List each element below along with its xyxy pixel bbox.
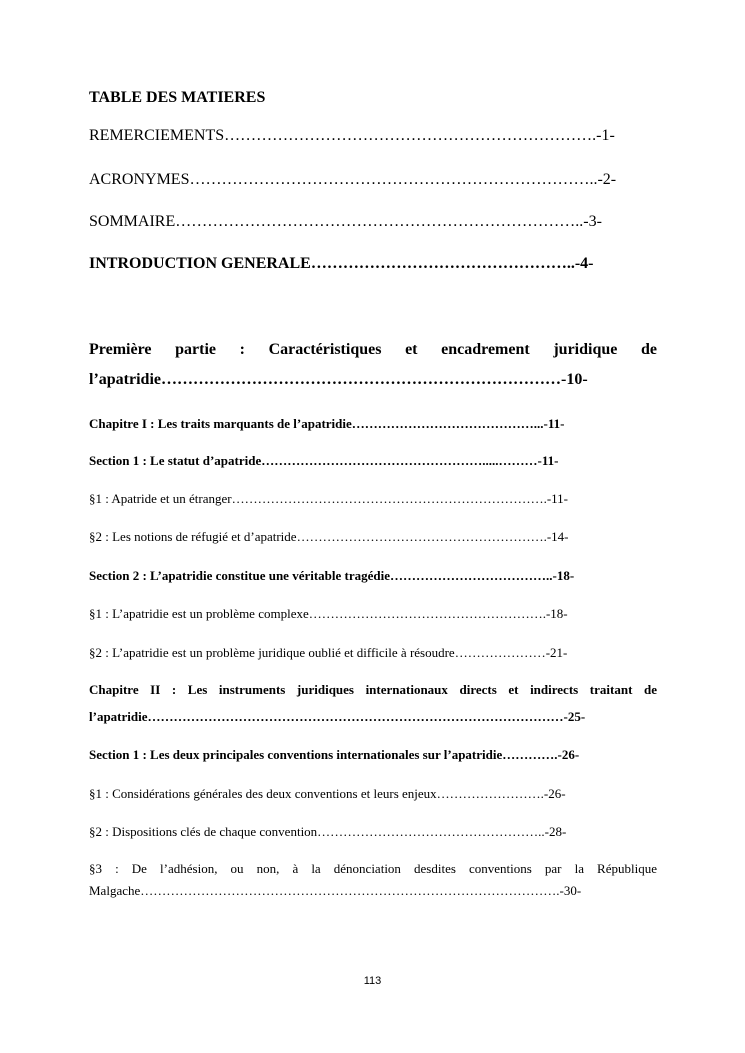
toc-entry-chapter-1: Chapitre I : Les traits marquants de l’apatridie……………………………………...-11- bbox=[89, 416, 565, 431]
toc-entry-remerciements: REMERCIEMENTS…………………………………………………………….-1- bbox=[89, 127, 615, 144]
toc-title: TABLE DES MATIERES bbox=[89, 89, 266, 106]
toc-entry-section-1-2: Section 2 : L’apatridie constitue une véritable tragédie………………………………..-18- bbox=[89, 568, 575, 583]
toc-entry-part-1-line-1: Première partie : Caractéristiques et encadrement juridique de bbox=[89, 341, 657, 358]
page-number: 113 bbox=[363, 975, 382, 987]
toc-entry-paragraph-3-1: §1 : Considérations générales des deux conventions et leurs enjeux…………………….-26- bbox=[89, 786, 566, 801]
toc-entry-paragraph-3-3-line-2: Malgache…………………………………………………………………………………….-30- bbox=[89, 883, 582, 898]
toc-entry-paragraph-1-1: §1 : Apatride et un étranger……………………………………………………………….-11- bbox=[89, 491, 569, 506]
toc-entry-chapter-2-line-2: l’apatridie……………………………………………………………………………………-25- bbox=[89, 709, 586, 724]
toc-entry-paragraph-2-1: §1 : L’apatridie est un problème complexe……………………………………………….-18- bbox=[89, 606, 568, 621]
toc-entry-paragraph-2-2: §2 : L’apatridie est un problème juridique oublié et difficile à résoudre…………………-21- bbox=[89, 645, 568, 660]
toc-entry-paragraph-3-3-line-1: §3 : De l’adhésion, ou non, à la dénonciation desdites conventions par la République bbox=[89, 861, 657, 876]
toc-entry-sommaire: SOMMAIRE…………………………………………………………………..-3- bbox=[89, 213, 602, 230]
toc-entry-chapter-2-line-1: Chapitre II : Les instruments juridiques internationaux directs et indirects traitant de bbox=[89, 682, 657, 697]
toc-entry-section-2-1: Section 1 : Les deux principales conventions internationales sur l’apatridie………….-26- bbox=[89, 747, 580, 762]
toc-entry-acronymes: ACRONYMES…………………………………………………………………..-2- bbox=[89, 171, 617, 188]
toc-entry-section-1-1: Section 1 : Le statut d’apatride…………………………………………….....………-11- bbox=[89, 453, 559, 468]
toc-entry-part-1-line-2: l’apatridie…………………………………………………………………-10- bbox=[89, 371, 588, 388]
toc-entry-introduction: INTRODUCTION GENERALE…………………………………………..-4- bbox=[89, 255, 594, 272]
toc-entry-paragraph-3-2: §2 : Dispositions clés de chaque convention……………………………………………..-28- bbox=[89, 824, 567, 839]
toc-entry-paragraph-1-2: §2 : Les notions de réfugié et d’apatride………………………………………………….-14- bbox=[89, 529, 569, 544]
